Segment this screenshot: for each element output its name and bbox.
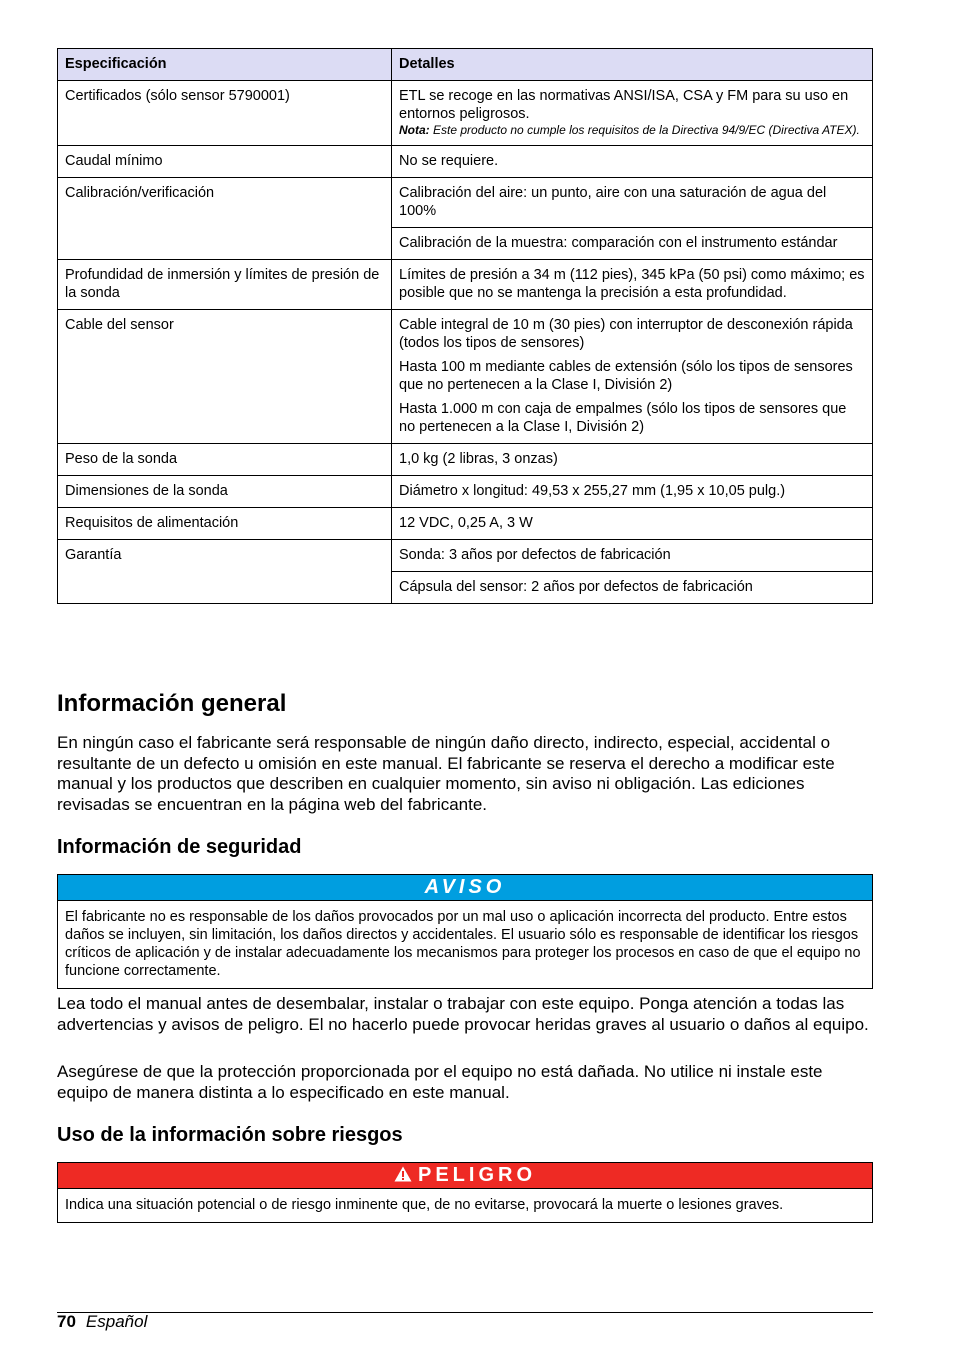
spec-cell: Requisitos de alimentación xyxy=(58,508,392,540)
detail-cell xyxy=(392,310,873,444)
spec-cell: Profundidad de inmersión y límites de presión de la sonda xyxy=(58,260,392,310)
aviso-text: El fabricante no es responsable de los daños provocados por un mal uso o aplicación incorrecta del producto. Entre estos daños se incluyen, sin limitación, los daños directos y accidentales. El usuario sólo es responsable de identificar los riesgos críticos de aplicación y de instalar adecuadamente los mecanismos para proteger los procesos en caso de que el equipo no funcione correctamente. xyxy=(65,909,861,979)
spec-cell: Calibración/verificación xyxy=(58,178,392,260)
detail-paragraph: Hasta 1.000 m con caja de empalmes (sólo los tipos de sensores que no pertenecen a la Clase I, División 2) xyxy=(399,401,847,435)
hazard-info-heading: Uso de la información sobre riesgos xyxy=(57,1124,403,1146)
warning-triangle-icon xyxy=(394,1166,412,1182)
note xyxy=(399,123,865,138)
page-number: 70 xyxy=(57,1312,76,1331)
detail-cell: 12 VDC, 0,25 A, 3 W xyxy=(392,508,873,540)
detail-cell: 1,0 kg (2 libras, 3 onzas) xyxy=(392,444,873,476)
table-row xyxy=(58,444,873,476)
spec-cell: Caudal mínimo xyxy=(58,146,392,178)
detail-cell: No se requiere. xyxy=(392,146,873,178)
safety-paragraph-1: Lea todo el manual antes de desembalar, instalar o trabajar con este equipo. Ponga atención a todas las advertencias y avisos de peligro. El no hacerlo puede provocar heridas graves al usuario o daños al equipo. xyxy=(57,994,869,1034)
table-row xyxy=(58,476,873,508)
note-label: Nota: xyxy=(399,123,430,137)
detail-cell: Calibración de la muestra: comparación con el instrumento estándar xyxy=(392,228,873,260)
table-row xyxy=(58,178,873,228)
header-detalles: Detalles xyxy=(392,49,873,81)
spec-cell: Certificados (sólo sensor 5790001) xyxy=(58,81,392,146)
note-text: Este producto no cumple los requisitos de la Directiva 94/9/EC (Directiva ATEX). xyxy=(429,123,860,137)
detail-cell: Cápsula del sensor: 2 años por defectos de fabricación xyxy=(392,572,873,604)
general-info-heading: Información general xyxy=(57,690,287,717)
footer-language: Español xyxy=(85,1312,148,1331)
spec-cell: Garantía xyxy=(58,540,392,604)
table-row xyxy=(58,260,873,310)
page-footer xyxy=(57,1312,147,1332)
aviso-label: AVISO xyxy=(58,875,872,901)
spec-cell: Dimensiones de la sonda xyxy=(58,476,392,508)
table-header-row xyxy=(58,49,873,81)
spec-cell: Peso de la sonda xyxy=(58,444,392,476)
detail-paragraph: Hasta 100 m mediante cables de extensión (sólo los tipos de sensores que no pertenecen a la Clase I, División 2) xyxy=(399,359,853,393)
peligro-text: Indica una situación potencial o de riesgo inminente que, de no evitarse, provocará la muerte o lesiones graves. xyxy=(65,1197,784,1213)
general-info-text: En ningún caso el fabricante será responsable de ningún daño directo, indirecto, especial, accidental o resultante de un defecto u omisión en este manual. El fabricante se reserva el derecho a modificar este manual y los productos que describen en cualquier momento, sin aviso ni obligación. Las ediciones revisadas se encuentran en la página web del fabricante. xyxy=(57,733,835,814)
safety-paragraph-2: Asegúrese de que la protección proporcionada por el equipo no está dañada. No utilice ni instale este equipo de manera distinta a lo especificado en este manual. xyxy=(57,1062,823,1102)
table-row xyxy=(58,508,873,540)
peligro-notice-box xyxy=(57,1162,873,1223)
table-row xyxy=(58,540,873,572)
specifications-table xyxy=(57,48,873,604)
detail-cell xyxy=(392,81,873,146)
detail-cell: Sonda: 3 años por defectos de fabricación xyxy=(392,540,873,572)
footer-divider xyxy=(57,1312,873,1313)
detail-text: ETL se recoge en las normativas ANSI/ISA, CSA y FM para su uso en entornos peligrosos. xyxy=(399,88,849,122)
header-especificacion: Especificación xyxy=(58,49,392,81)
table-row xyxy=(58,146,873,178)
peligro-bar xyxy=(58,1163,872,1189)
table-row xyxy=(58,81,873,146)
detail-cell: Calibración del aire: un punto, aire con una saturación de agua del 100% xyxy=(392,178,873,228)
table-row xyxy=(58,310,873,444)
peligro-label: PELIGRO xyxy=(417,1164,536,1186)
detail-cell: Límites de presión a 34 m (112 pies), 345 kPa (50 psi) como máximo; es posible que no se mantenga la precisión a esta profundidad. xyxy=(392,260,873,310)
safety-info-heading: Información de seguridad xyxy=(57,836,302,858)
detail-cell: Diámetro x longitud: 49,53 x 255,27 mm (1,95 x 10,05 pulg.) xyxy=(392,476,873,508)
spec-cell: Cable del sensor xyxy=(58,310,392,444)
detail-paragraph: Cable integral de 10 m (30 pies) con interruptor de desconexión rápida (todos los tipos de sensores) xyxy=(399,317,853,351)
aviso-notice-box xyxy=(57,874,873,989)
